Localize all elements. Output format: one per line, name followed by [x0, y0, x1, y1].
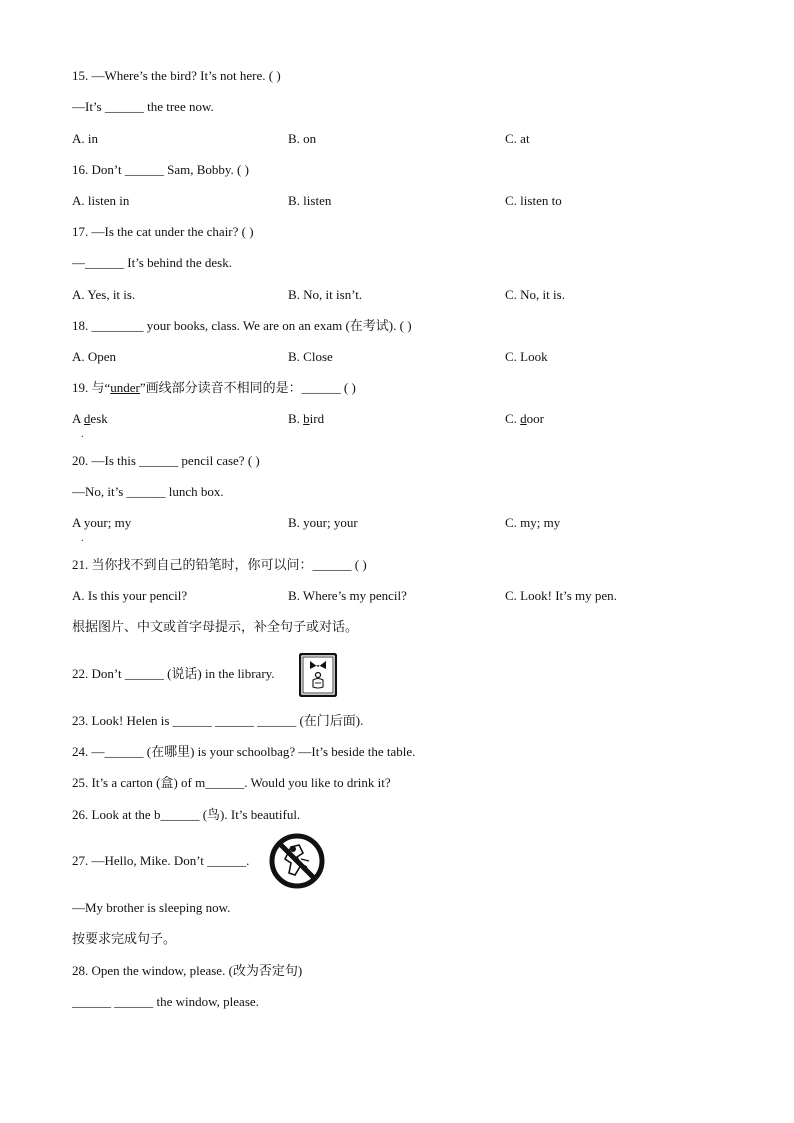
question-23: 23. Look! Helen is ______ ______ ______ (在门后面).: [72, 713, 364, 728]
question-25: 25. It’s a carton (盒) of m______. Would you like to drink it?: [72, 775, 391, 790]
question-18-stem: 18. ________ your books, class. We are on an exam (在考试). ( ): [72, 318, 412, 333]
question-20-stem: 20. —Is this ______ pencil case? ( ): [72, 453, 260, 468]
underlined-word: under: [110, 380, 140, 395]
section-3-title: 按要求完成句子。: [72, 932, 177, 947]
q15-option-a: A. in: [72, 131, 98, 146]
q17-option-b: B. No, it isn’t.: [288, 287, 363, 302]
q20-option-b: B. your; your: [288, 515, 358, 530]
no-talking-icon: [299, 653, 337, 697]
q20-option-a: A your; my: [72, 515, 132, 530]
q16-option-a: A. listen in: [72, 193, 130, 208]
question-20-reply: —No, it’s ______ lunch box.: [72, 484, 224, 499]
q19-option-b: B. bird: [288, 411, 325, 426]
question-27-stem: 27. —Hello, Mike. Don’t ______.: [72, 853, 250, 868]
q15-option-b: B. on: [288, 131, 317, 146]
question-22: 22. Don’t ______ (说话) in the library.: [72, 666, 275, 681]
q19-option-c: C. door: [505, 411, 545, 426]
question-28-stem: 28. Open the window, please. (改为否定句): [72, 963, 303, 978]
q15-option-c: C. at: [505, 131, 530, 146]
section-2-title: 根据图片、中文或首字母提示，补全句子或对话。: [72, 620, 359, 635]
q19-option-a: A desk: [72, 411, 108, 426]
q18-option-b: B. Close: [288, 349, 333, 364]
question-21-stem: 21. 当你找不到自己的铅笔时，你可以问：______ ( ): [72, 557, 367, 572]
question-24: 24. —______ (在哪里) is your schoolbag? —It’s beside the table.: [72, 744, 416, 759]
no-noise-icon: [269, 833, 325, 889]
question-15-reply: —It’s ______ the tree now.: [72, 99, 214, 114]
q21-option-a: A. Is this your pencil?: [72, 588, 188, 603]
question-28-answer: ______ ______ the window, please.: [72, 994, 259, 1009]
q21-option-b: B. Where’s my pencil?: [288, 588, 407, 603]
q18-option-c: C. Look: [505, 349, 548, 364]
question-27-reply: —My brother is sleeping now.: [72, 900, 231, 915]
question-17-reply: —______ It’s behind the desk.: [72, 255, 232, 270]
q16-option-c: C. listen to: [505, 193, 562, 208]
q18-option-a: A. Open: [72, 349, 117, 364]
q20-option-c: C. my; my: [505, 515, 561, 530]
question-26: 26. Look at the b______ (鸟). It’s beautiful.: [72, 807, 301, 822]
q16-option-b: B. listen: [288, 193, 332, 208]
q17-option-a: A. Yes, it is.: [72, 287, 136, 302]
option-dot: .: [81, 429, 84, 440]
q17-option-c: C. No, it is.: [505, 287, 565, 302]
question-15-stem: 15. —Where’s the bird? It’s not here. ( ): [72, 68, 281, 83]
question-19-stem: 19. 与“under”画线部分读音不相同的是：______ ( ): [72, 380, 356, 395]
option-dot: .: [81, 533, 84, 544]
question-16-stem: 16. Don’t ______ Sam, Bobby. ( ): [72, 162, 249, 177]
question-17-stem: 17. —Is the cat under the chair? ( ): [72, 224, 254, 239]
q21-option-c: C. Look! It’s my pen.: [505, 588, 617, 603]
